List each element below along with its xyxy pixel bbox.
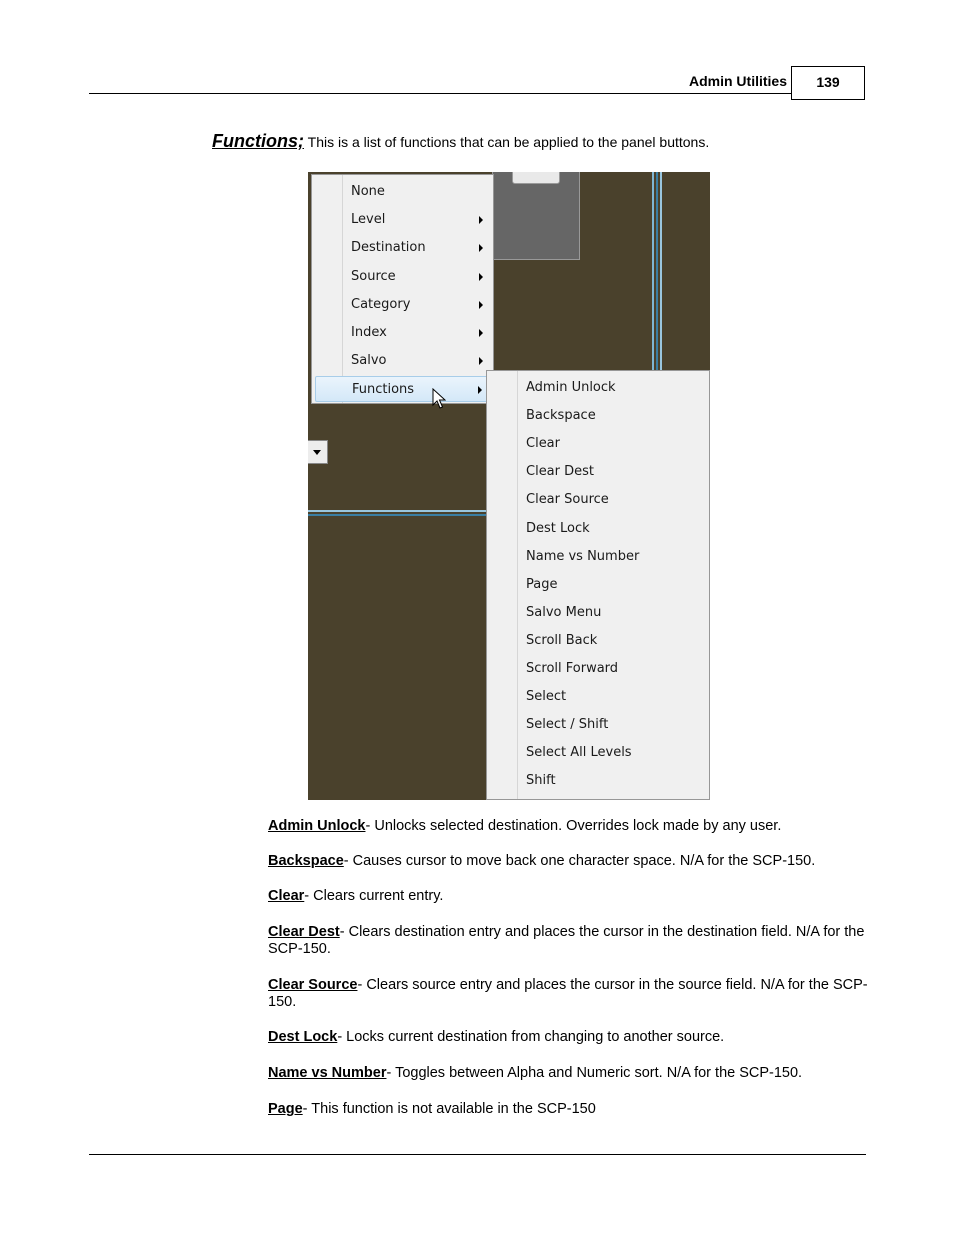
submenu-arrow-icon	[479, 357, 483, 365]
menu-item-label: Index	[351, 325, 387, 340]
function-item-page[interactable]: Page	[526, 576, 558, 592]
menu-screenshot	[308, 172, 710, 800]
definition-text: - Toggles between Alpha and Numeric sort. N/A for the SCP-150.	[386, 1065, 803, 1081]
function-item-scroll-forward[interactable]: Scroll Forward	[526, 661, 619, 676]
intro-text: This is a list of functions that can be applied to the panel buttons.	[304, 134, 710, 150]
menu-item-label: Source	[351, 268, 396, 284]
menu-item-functions[interactable]	[315, 376, 491, 402]
intro-paragraph	[212, 131, 872, 152]
function-item-admin-unlock[interactable]: Admin Unlock	[526, 380, 616, 395]
function-item-clear-source[interactable]: Clear Source	[526, 492, 609, 508]
mouse-pointer-icon	[432, 388, 446, 410]
function-item-clear-dest[interactable]: Clear Dest	[526, 464, 595, 480]
submenu-arrow-icon	[478, 386, 482, 394]
definition-item	[268, 1065, 868, 1082]
definition-text: - Clears source entry and places the cursor in the source field. N/A for the SCP-150.	[268, 977, 868, 1010]
menu-item-label: Level	[351, 212, 386, 228]
menu-item-label: Destination	[351, 240, 426, 256]
definition-text: - This function is not available in the SCP-150	[302, 1101, 596, 1117]
panel-border-line	[656, 172, 658, 372]
menu-item-destination[interactable]	[315, 235, 491, 261]
menu-item-label: None	[351, 184, 385, 199]
definition-term: Clear Dest	[268, 924, 340, 940]
function-item-dest-lock[interactable]: Dest Lock	[526, 520, 590, 536]
function-item-shift[interactable]: Shift	[526, 773, 556, 789]
gray-panel	[492, 172, 580, 260]
function-type-menu	[311, 174, 494, 404]
menu-item-index[interactable]	[315, 320, 491, 346]
menu-item-category[interactable]	[315, 292, 491, 318]
submenu-arrow-icon	[479, 273, 483, 281]
menu-item-salvo[interactable]	[315, 348, 491, 374]
panel-border-line	[308, 514, 488, 516]
definition-item	[268, 818, 868, 835]
function-item-salvo-menu[interactable]: Salvo Menu	[526, 604, 602, 620]
definition-text: - Clears current entry.	[304, 888, 444, 904]
function-item-select-all-levels[interactable]: Select All Levels	[526, 745, 632, 761]
panel-border-line	[308, 510, 488, 512]
definition-term: Backspace	[268, 853, 344, 869]
header-title: Admin Utilities	[688, 73, 787, 89]
function-item-select-shift[interactable]: Select / Shift	[526, 717, 609, 733]
submenu-arrow-icon	[479, 216, 483, 224]
function-item-select[interactable]: Select	[526, 689, 567, 705]
menu-item-label: Salvo	[351, 353, 387, 369]
panel-border-line	[652, 172, 654, 372]
menu-item-label: Category	[351, 296, 411, 312]
top-button	[512, 172, 560, 184]
header-rule	[89, 93, 791, 94]
menu-item-level[interactable]	[315, 207, 491, 233]
definition-term: Page	[268, 1101, 303, 1117]
page-number: 139	[791, 66, 865, 100]
dropdown-arrow-button[interactable]	[308, 440, 328, 464]
function-item-backspace[interactable]: Backspace	[526, 408, 596, 424]
panel-border-line	[660, 172, 662, 370]
footer-rule	[89, 1154, 866, 1155]
definition-item	[268, 1101, 868, 1118]
function-item-scroll-back[interactable]: Scroll Back	[526, 632, 598, 648]
definition-text: - Clears destination entry and places the cursor in the destination field. N/A for the SCP-150.	[268, 924, 865, 957]
definition-item	[268, 977, 868, 1011]
definition-item	[268, 853, 868, 870]
menu-item-source[interactable]	[315, 264, 491, 290]
function-item-clear[interactable]: Clear	[526, 436, 560, 452]
submenu-arrow-icon	[479, 329, 483, 337]
function-item-name-vs-number[interactable]: Name vs Number	[526, 548, 640, 564]
submenu-arrow-icon	[479, 244, 483, 252]
definition-text: - Causes cursor to move back one character space. N/A for the SCP-150.	[343, 853, 816, 869]
functions-submenu	[486, 370, 710, 800]
menu-item-label: Functions	[352, 382, 415, 398]
definition-item	[268, 1029, 868, 1046]
section-heading: Functions;	[212, 131, 304, 151]
definition-term: Dest Lock	[268, 1029, 338, 1045]
definition-term: Clear	[268, 888, 305, 904]
definition-term: Name vs Number	[268, 1065, 387, 1081]
definition-text: - Unlocks selected destination. Overrides lock made by any user.	[365, 818, 782, 834]
submenu-arrow-icon	[479, 301, 483, 309]
definition-text: - Locks current destination from changing to another source.	[337, 1029, 725, 1045]
definition-term: Clear Source	[268, 977, 358, 993]
definition-item	[268, 888, 868, 905]
definition-term: Admin Unlock	[268, 818, 366, 834]
definition-item	[268, 924, 868, 958]
menu-item-none[interactable]	[315, 179, 491, 205]
